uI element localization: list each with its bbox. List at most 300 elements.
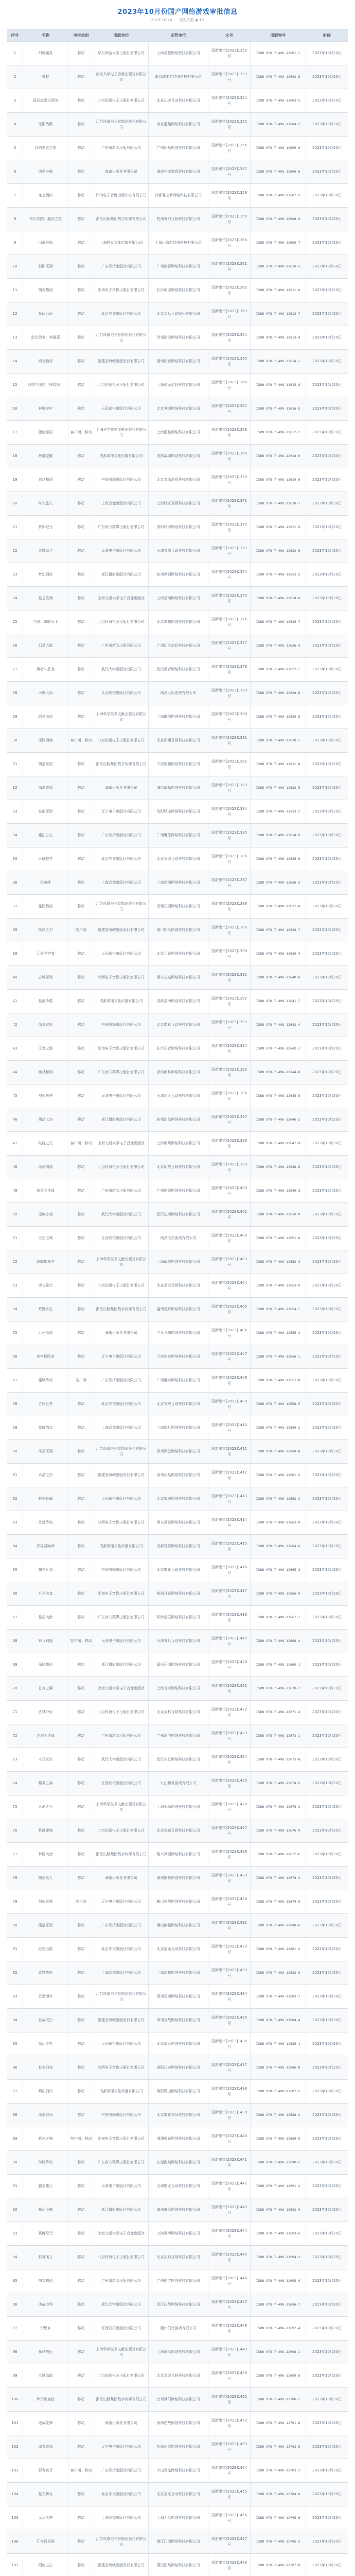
table-row [7,1890,348,1913]
row-number-cell: 23 [12,572,17,577]
publication-number-cell: ISBN 978-7-498-12631-8 [250,753,306,776]
approval-number-cell: 国新出审[2023]1417号 [208,1582,250,1605]
table-row [7,800,348,823]
approval-date-cell: 2023年10月20日 [306,1013,348,1037]
game-name-cell: 时光旅人 [23,492,68,515]
category-cell: 移动 [68,2269,94,2293]
publication-number-cell: ISBN 978-7-498-12620-2 [250,492,306,515]
row-number-cell: 36 [12,880,17,885]
approval-date-cell: 2023年10月20日 [306,2032,348,2056]
operator-cell: 南京瑞丰游网络科技有限公司 [148,65,208,89]
operator-cell: 上海御剑网络科技有限公司 [148,705,208,728]
category-cell: 移动 [68,1464,94,1487]
table-row [7,657,348,681]
row-number-cell: 33 [12,809,17,814]
category-cell: 移动 [68,1156,94,1179]
publisher-cell: 江苏凤凰电子音像出版社有限公司 [94,113,148,136]
operator-cell: 上海烛龙信息科技有限公司 [148,374,208,397]
operator-cell: 广州魔域网络科技有限公司 [148,1369,208,1392]
operator-cell: 海口海岛网络科技有限公司 [148,776,208,800]
operator-cell: 绍兴梦回网络科技有限公司 [148,1843,208,1866]
row-number-cell: 63 [12,1520,17,1524]
table-row [7,1131,348,1155]
game-name-cell: 幻想乡 [23,2317,68,2340]
game-name-cell: 无限战歌 [23,113,68,136]
operator-cell: 南昌天空游戏有限公司 [148,1227,208,1250]
approval-number-cell: 国新出审[2023]1380号 [208,705,250,728]
category-cell: 移动 [68,2032,94,2056]
approval-date-cell: 2023年10月20日 [306,2080,348,2103]
publisher-cell: 天津电子出版社有限公司 [94,1630,148,1653]
table-row [7,349,348,373]
row-number-cell: 77 [12,1852,17,1856]
game-name-cell: 王者之路 [23,1037,68,1060]
operator-cell: 莆田烈焰网络科技有限公司 [148,2554,208,2576]
category-cell: 移动 [68,113,94,136]
category-cell: 移动 [68,2056,94,2079]
operator-cell: 上海猎魂网络科技有限公司 [148,871,208,894]
publisher-cell: 广州市新闻出版有限公司 [94,634,148,657]
approval-date-cell: 2023年10月20日 [306,468,348,492]
operator-cell: 苏州指尖网络科技有限公司 [148,326,208,349]
row-number-cell: 21 [12,525,17,529]
publisher-cell: 上海科学技术文献出版社有限公司 [94,705,148,728]
operator-cell: 常州风云网络科技有限公司 [148,1440,208,1463]
table-row [7,2150,348,2174]
row-number-cell: 61 [12,1473,17,1477]
table-row [7,2553,348,2576]
operator-cell: 咸阳长安网络科技有限公司 [148,2056,208,2079]
approval-date-cell: 2023年10月20日 [306,1345,348,1368]
table-row [7,492,348,515]
publication-number-cell: ISBN 978-7-498-12684-4 [250,2009,306,2032]
operator-cell: 长沙萌宠网络科技有限公司 [148,279,208,302]
table-row [7,89,348,112]
approval-date-cell: 2023年10月20日 [306,1772,348,1795]
publication-number-cell: ISBN 978-7-498-12669-1 [250,1653,306,1676]
publisher-cell: 北京科海电子出版社有限公司 [94,1701,148,1724]
category-cell: 客户端、移动 [68,421,94,444]
game-name-cell: 指尖战争：英雄篇 [23,326,68,349]
approval-number-cell: 国新出审[2023]1383号 [208,776,250,800]
operator-cell: 武汉勇者网络科技有限公司 [148,658,208,681]
publisher-cell: 江西高校出版社有限公司 [94,1772,148,1795]
approval-date-cell: 2023年10月20日 [306,1890,348,1913]
publication-number-cell: ISBN 978-7-498-12606-6 [250,160,306,183]
publication-number-cell: ISBN 978-7-498-12628-8 [250,682,306,705]
category-cell: 客户端 [68,919,94,942]
game-name-cell: 深渊回响 [23,729,68,752]
operator-cell: 武汉末日网络科技有限公司 [148,1748,208,1771]
publication-number-cell: ISBN 978-7-498-12664-6 [250,1535,306,1558]
publisher-cell: 浙江出版集团数字传媒有限公司 [94,1298,148,1321]
row-number-cell: 71 [12,1710,17,1714]
approval-number-cell: 国新出审[2023]1389号 [208,919,250,942]
row-number-cell: 34 [12,833,17,837]
publication-number-cell: ISBN 978-7-498-12670-7 [250,1677,306,1700]
game-name-cell: 恋与星空 [23,1274,68,1297]
game-name-cell: 萌猫乐园 [23,753,68,776]
category-cell: 移动 [68,942,94,965]
operator-cell: 上海破晓网络科技有限公司 [148,1132,208,1155]
category-cell: 移动 [68,2435,94,2459]
operator-cell: 北京封神互娱科技有限公司 [148,2246,208,2269]
publication-number-cell: ISBN 978-7-498-12700-1 [250,2388,306,2411]
approval-number-cell: 国新出审[2023]1379号 [208,682,250,705]
approval-number-cell: 国新出审[2023]1400号 [208,1179,250,1202]
table-row [7,1226,348,1250]
row-number-cell: 96 [12,2302,17,2307]
category-cell: 移动 [68,1795,94,1819]
publisher-cell: 广东经济出版社有限公司 [94,255,148,278]
table-row [7,1676,348,1700]
approval-date-cell: 2023年10月20日 [306,1511,348,1534]
game-name-cell: 百鬼夜行 [23,2459,68,2482]
game-name-cell: 江南百景图 [23,2530,68,2553]
publisher-cell: 北京伯通电子出版社有限公司 [94,1819,148,1842]
game-name-cell: 百战天虫 [23,2009,68,2032]
category-cell: 移动 [68,2151,94,2174]
publication-number-cell: ISBN 978-7-498-12611-0 [250,279,306,302]
game-name-cell: 暗夜猎手 [23,350,68,373]
publisher-cell: 北京华文出版社有限公司 [94,848,148,871]
approval-number-cell: 国新出审[2023]1410号 [208,1416,250,1439]
header-cell: 时间 [306,29,348,41]
publisher-cell: 北京伯通电子出版社有限公司 [94,1274,148,1297]
operator-cell: 深圳机甲网络科技有限公司 [148,516,208,539]
category-cell: 移动 [68,1108,94,1131]
approval-table [7,29,348,2576]
approval-number-cell: 国新出审[2023]1352号 [208,42,250,65]
publication-number-cell: ISBN 978-7-498-12683-7 [250,1985,306,2008]
row-number-cell: 3 [13,98,16,103]
publisher-cell: 北京伯通电子出版社有限公司 [94,374,148,397]
approval-date-cell: 2023年10月20日 [306,1938,348,1961]
operator-cell: 佛山熊猫网络科技有限公司 [148,1914,208,1937]
publisher-cell: 北京华文出版社有限公司 [94,302,148,326]
publication-number-cell: ISBN 978-7-498-12607-3 [250,184,306,207]
approval-number-cell: 国新出审[2023]1361号 [208,255,250,278]
publication-number-cell: ISBN 978-7-498-12650-9 [250,1203,306,1226]
category-cell: 移动 [68,966,94,989]
publication-number-cell: ISBN 978-7-498-12676-9 [250,1819,306,1842]
operator-cell: 温州荒野网络科技有限公司 [148,1298,208,1321]
header-cell: 文号 [208,29,250,41]
row-number-cell: 30 [12,738,17,742]
publication-number-cell: ISBN 978-7-498-12686-8 [250,2056,306,2079]
category-cell: 移动 [68,2530,94,2553]
header-cell: 名称 [23,29,68,41]
publisher-cell: 人民邮电出版社有限公司 [94,1487,148,1511]
category-cell: 移动 [68,2388,94,2411]
publication-number-cell: ISBN 978-7-498-12682-0 [250,1961,306,1985]
approval-number-cell: 国新出审[2023]1438号 [208,2080,250,2103]
publication-number-cell: ISBN 978-7-498-12666-0 [250,1582,306,1605]
approval-date-cell: 2023年10月20日 [306,1985,348,2008]
approval-number-cell: 国新出审[2023]1416号 [208,1558,250,1582]
row-number-cell: 68 [12,1639,17,1643]
operator-cell: 湖州童话网络科技有限公司 [148,2198,208,2222]
row-number-cell: 44 [12,1070,17,1074]
approval-number-cell: 国新出审[2023]1363号 [208,302,250,326]
operator-cell: 无锡花园网络科技有限公司 [148,895,208,918]
publication-number-cell: ISBN 978-7-498-12654-7 [250,1298,306,1321]
approval-date-cell: 2023年10月20日 [306,1156,348,1179]
category-cell: 移动 [68,705,94,728]
row-number-cell: 83 [12,1994,17,1998]
publication-number-cell: ISBN 978-7-498-12636-3 [250,871,306,894]
publisher-cell: 海南出版社有限公司 [94,1867,148,1890]
publisher-cell: 辽宁电子出版社有限公司 [94,1890,148,1913]
approval-number-cell: 国新出审[2023]1366号 [208,374,250,397]
category-cell: 移动 [68,2104,94,2127]
approval-number-cell: 国新出审[2023]1353号 [208,65,250,89]
row-number-cell: 106 [11,2539,19,2544]
publisher-cell: 上海音像出版社有限公司 [94,1416,148,1439]
game-name-cell: 冰雪奇缘 [23,2435,68,2459]
approval-number-cell: 国新出审[2023]1381号 [208,729,250,752]
operator-cell: 北京心游互动科技有限公司 [148,89,208,112]
category-cell: 移动 [68,2412,94,2435]
table-row [7,207,348,231]
approval-number-cell: 国新出审[2023]1447号 [208,2293,250,2316]
publication-number-cell: ISBN 978-7-498-12703-2 [250,2459,306,2482]
approval-number-cell: 国新出审[2023]1402号 [208,1227,250,1250]
publisher-cell: 武汉大学出版社有限公司 [94,1203,148,1226]
publisher-cell: 辽宁电子出版社有限公司 [94,800,148,823]
approval-date-cell: 2023年10月20日 [306,421,348,444]
publication-number-cell: ISBN 978-7-498-12690-5 [250,2151,306,2174]
game-name-cell: 魔法公主 [23,824,68,847]
publisher-cell: 上海雅众文化传播有限公司 [94,231,148,255]
approval-number-cell: 国新出审[2023]1357号 [208,160,250,183]
publication-number-cell: ISBN 978-7-498-12602-8 [250,65,306,89]
category-cell: 移动 [68,1416,94,1439]
approval-number-cell: 国新出审[2023]1442号 [208,2175,250,2198]
publisher-cell: 江苏凤凰电子音像出版社有限公司 [94,1985,148,2008]
approval-number-cell: 国新出审[2023]1392号 [208,990,250,1013]
row-number-cell: 72 [12,1734,17,1738]
game-name-cell: 捕鱼达人 [23,1867,68,1890]
game-name-cell: 极光之城 [23,2127,68,2150]
operator-cell: 上海天命网络科技有限公司 [148,1795,208,1819]
approval-number-cell: 国新出审[2023]1439号 [208,2104,250,2127]
category-cell: 移动 [68,326,94,349]
publication-number-cell: ISBN 978-7-498-12685-1 [250,2032,306,2056]
approval-date-cell: 2023年10月20日 [306,1321,348,1345]
row-number-cell: 103 [11,2468,19,2472]
approval-number-cell: 国新出审[2023]1432号 [208,1938,250,1961]
publisher-cell: 北京伯通电子出版社有限公司 [94,2364,148,2387]
approval-date-cell: 2023年10月20日 [306,2341,348,2364]
publication-number-cell: ISBN 978-7-498-12635-6 [250,848,306,871]
game-name-cell: 熊猫乐园 [23,1914,68,1937]
approval-number-cell: 国新出审[2023]1411号 [208,1440,250,1463]
publisher-cell: 中国书籍出版社有限公司 [94,1013,148,1037]
game-name-cell: 曙光计划 [23,1558,68,1582]
operator-cell: 赣州幻想游戏有限公司 [148,2317,208,2340]
category-cell: 移动 [68,1677,94,1700]
category-cell: 移动 [68,1558,94,1582]
publication-number-cell: ISBN 978-7-498-12689-9 [250,2127,306,2150]
approval-number-cell: 国新出审[2023]1434号 [208,1985,250,2008]
publication-number-cell: ISBN 978-7-498-12640-0 [250,966,306,989]
publisher-cell: 中国书籍出版社有限公司 [94,1558,148,1582]
approval-number-cell: 国新出审[2023]1385号 [208,824,250,847]
category-cell: 移动 [68,1013,94,1037]
publisher-cell: 江西高校出版社有限公司 [94,2317,148,2340]
approval-number-cell: 国新出审[2023]1450号 [208,2364,250,2387]
publication-number-cell: ISBN 978-7-498-12612-7 [250,302,306,326]
approval-date-cell: 2023年10月20日 [306,326,348,349]
game-name-cell: 海贼传说 [23,2151,68,2174]
approval-date-cell: 2023年10月20日 [306,848,348,871]
approval-number-cell: 国新出审[2023]1396号 [208,1084,250,1108]
game-name-cell: 甜品工坊 [23,1108,68,1131]
operator-cell: 西安古城网络科技有限公司 [148,966,208,989]
publication-number-cell: ISBN 978-7-498-12622-6 [250,539,306,563]
row-number-cell: 107 [11,2563,19,2567]
operator-cell: 珠海星辰网络科技有限公司 [148,1606,208,1629]
approval-date-cell: 2023年10月20日 [306,2388,348,2411]
table-header-row [7,29,348,41]
table-row [7,2293,348,2316]
table-row [7,1013,348,1037]
operator-cell: 扬州云端网络科技有限公司 [148,1985,208,2008]
operator-cell: 海南华游游戏科技有限公司 [148,160,208,183]
table-row [7,681,348,705]
approval-number-cell: 国新出审[2023]1401号 [208,1203,250,1226]
operator-cell: 台州梦幻网络科技有限公司 [148,2388,208,2411]
operator-cell: 南昌大厨游戏有限公司 [148,682,208,705]
publication-number-cell: ISBN 978-7-498-12614-1 [250,350,306,373]
row-number-cell: 50 [12,1212,17,1216]
game-name-cell: 泡泡大作战 [23,1724,68,1748]
row-number-cell: 38 [12,928,17,932]
row-number-cell: 102 [11,2445,19,2449]
category-cell: 移动 [68,42,94,65]
approval-date-cell: 2023年10月20日 [306,279,348,302]
approval-date-cell: 2023年10月20日 [306,776,348,800]
row-number-cell: 98 [12,2350,17,2354]
operator-cell: 北京农场游戏科技有限公司 [148,468,208,492]
table-row [7,2174,348,2198]
game-name-cell: 农场物语 [23,468,68,492]
operator-cell: 长沙王者网络科技有限公司 [148,1037,208,1060]
operator-cell: 武汉边境网络科技有限公司 [148,1203,208,1226]
approval-date-cell: 2023年10月20日 [306,2127,348,2150]
publication-number-cell: ISBN 978-7-498-12665-3 [250,1558,306,1582]
publisher-cell: 广东经济出版社有限公司 [94,2459,148,2482]
operator-cell: 北京机械互娱科技有限公司 [148,1819,208,1842]
publication-number-cell: ISBN 978-7-498-12619-6 [250,468,306,492]
table-row [7,160,348,183]
approval-date-cell: 2023年10月20日 [306,1227,348,1250]
operator-cell: 嘉兴乐园网络科技有限公司 [148,1653,208,1676]
category-cell: 移动 [68,1701,94,1724]
category-cell: 移动 [68,2554,94,2576]
approval-number-cell: 国新出审[2023]1406号 [208,1321,250,1345]
approval-number-cell: 国新出审[2023]1356号 [208,137,250,160]
approval-number-cell: 国新出审[2023]1376号 [208,611,250,634]
publisher-cell: 浙江摄影出版社有限公司 [94,1108,148,1131]
approval-number-cell: 国新出审[2023]1382号 [208,753,250,776]
approval-number-cell: 国新出审[2023]1369号 [208,445,250,468]
publisher-cell: 浙江摄影出版社有限公司 [94,2198,148,2222]
approval-date-cell: 2023年10月20日 [306,1179,348,1202]
game-name-cell: 像素农场 [23,2104,68,2127]
category-cell: 移动 [68,468,94,492]
game-name-cell: 梦幻水族馆 [23,2388,68,2411]
category-cell: 移动 [68,160,94,183]
publish-date: 2023-10-20 [151,18,172,22]
category-cell: 移动 [68,492,94,515]
operator-cell: 上海苍穹网络科技有限公司 [148,1677,208,1700]
publication-number-cell: ISBN 978-7-498-12638-7 [250,919,306,942]
approval-number-cell: 国新出审[2023]1414号 [208,1511,250,1534]
publication-number-cell: ISBN 978-7-498-12694-3 [250,2246,306,2269]
approval-number-cell: 国新出审[2023]1441号 [208,2151,250,2174]
approval-date-cell: 2023年10月20日 [306,1795,348,1819]
operator-cell: 漳州百战网络科技有限公司 [148,2009,208,2032]
operator-cell: 广州泡泡网络科技有限公司 [148,1724,208,1748]
table-row [7,563,348,586]
page-title: 2023年10月份国产网络游戏审批信息 [117,8,238,16]
approval-date-cell: 2023年10月20日 [306,1961,348,1985]
game-name-cell: 灵域仙踪 [23,2364,68,2387]
approval-number-cell: 国新出审[2023]1394号 [208,1037,250,1060]
table-row [7,942,348,965]
table-row [7,420,348,444]
approval-number-cell: 国新出审[2023]1433号 [208,1961,250,1985]
approval-date-cell: 2023年10月20日 [306,1701,348,1724]
category-cell: 移动 [68,1227,94,1250]
game-name-cell: 迷宫探险家 [23,1345,68,1368]
operator-cell: 上海暴风网络科技有限公司 [148,2341,208,2364]
publication-number-cell: ISBN 978-7-498-12706-3 [250,2530,306,2553]
approval-date-cell: 2023年10月20日 [306,800,348,823]
publisher-cell: 上海科学技术文献出版社有限公司 [94,2341,148,2364]
category-cell: 移动 [68,1843,94,1866]
publication-number-cell: ISBN 978-7-498-12658-5 [250,1393,306,1416]
game-name-cell: 无尽之塔 [23,2506,68,2530]
table-row [7,965,348,989]
approval-date-cell: 2023年10月20日 [306,1084,348,1108]
category-cell: 客户端、移动 [68,2127,94,2150]
game-name-cell: 剑影江湖 [23,255,68,278]
publication-number-cell: ISBN 978-7-498-12677-6 [250,1843,306,1866]
game-name-cell: 云端漫步 [23,1985,68,2008]
game-name-cell: 月光宝盒 [23,1582,68,1605]
publication-number-cell: ISBN 978-7-498-12613-4 [250,326,306,349]
approval-date-cell: 2023年10月20日 [306,397,348,420]
publisher-cell: 江苏凤凰电子音像出版社有限公司 [94,1440,148,1463]
approval-number-cell: 国新出审[2023]1378号 [208,658,250,681]
category-cell: 移动 [68,184,94,207]
approval-date-cell: 2023年10月20日 [306,445,348,468]
category-cell: 移动 [68,1250,94,1274]
game-name-cell: 命运之轮 [23,2032,68,2056]
row-number-cell: 28 [12,691,17,695]
game-name-cell: 神兵利器 [23,1630,68,1653]
table-row [7,2530,348,2553]
approval-date-cell: 2023年10月20日 [306,682,348,705]
publication-number-cell: ISBN 978-7-498-12624-0 [250,587,306,610]
publisher-cell: 广东南方数媒出版社有限公司 [94,1606,148,1629]
approval-number-cell: 国新出审[2023]1454号 [208,2459,250,2482]
approval-number-cell: 国新出审[2023]1354号 [208,89,250,112]
operator-cell: 北京像素农场科技有限公司 [148,2104,208,2127]
